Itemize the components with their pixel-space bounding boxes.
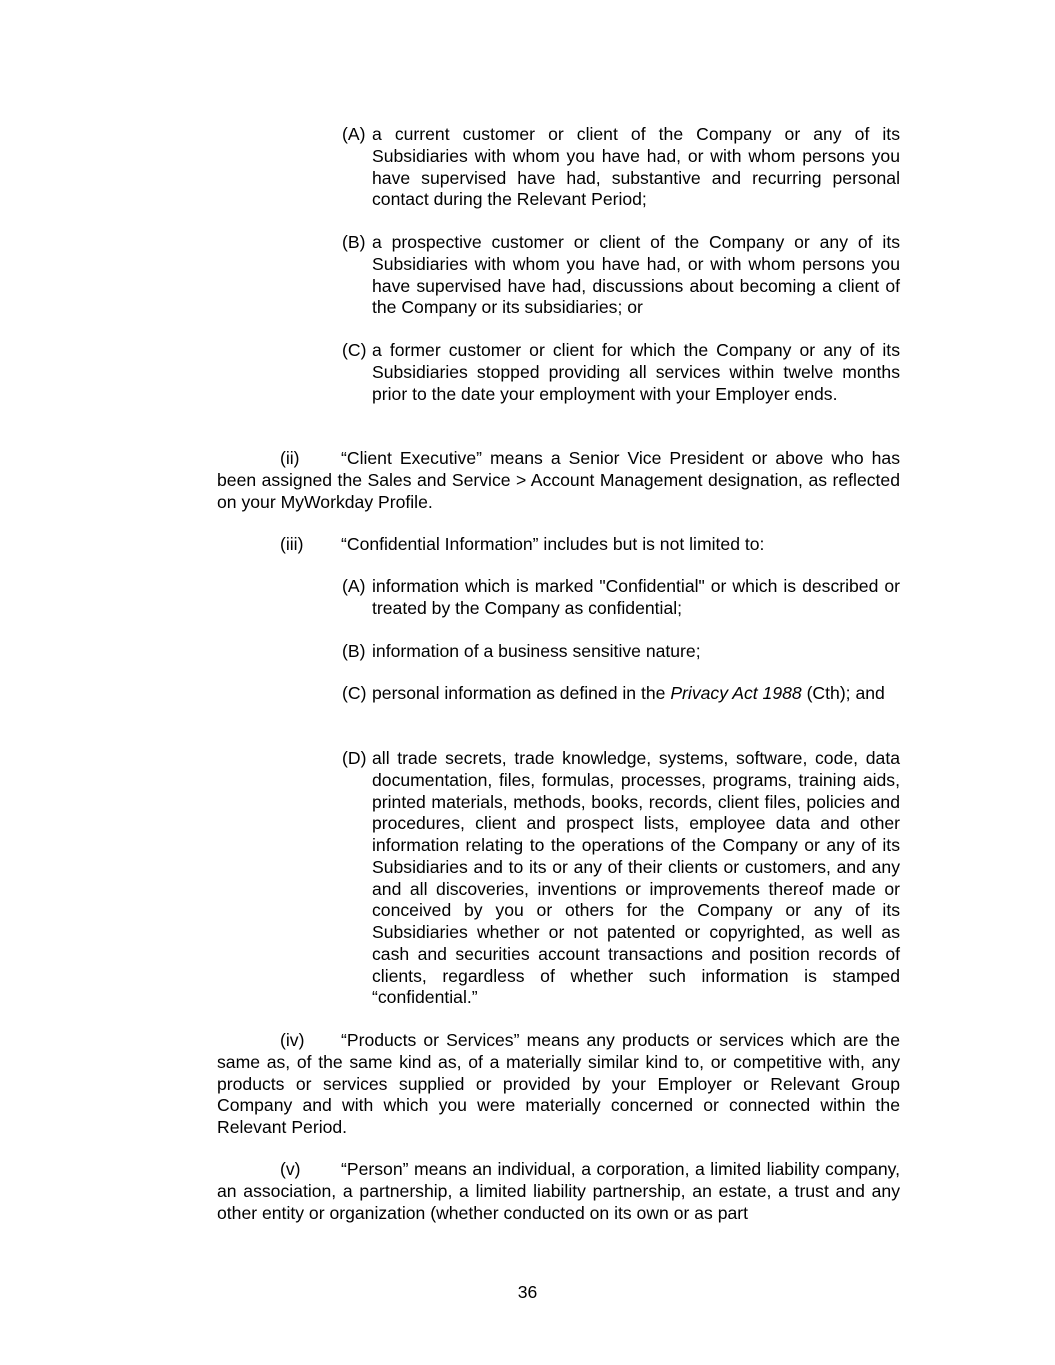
confidential-item-d <box>342 748 900 1009</box>
item-text: a current customer or client of the Company or any of its Subsidiaries with whom you have had, or with whom persons you have supervised have had, substantive and recurring personal contact during the Relevant Period; <box>372 124 900 210</box>
confidential-item-b <box>342 641 900 663</box>
act-title: Privacy Act 1988 <box>670 683 802 703</box>
definition-ii <box>217 448 900 513</box>
definition-text: “Products or Services” means any products or services which are the same as, of the same kind as, of a materially similar kind to, or competitive with, any products or services supplied or provided by your Employer or Relevant Group Company and with which you were materially concerned or connected within the Relevant Period. <box>217 1030 900 1137</box>
item-text: information of a business sensitive nature; <box>372 641 701 661</box>
list-item-c <box>342 340 900 405</box>
item-text: information which is marked "Confidential" or which is described or treated by the Company as confidential; <box>372 576 900 618</box>
definition-text: “Client Executive” means a Senior Vice President or above who has been assigned the Sales and Service > Account Management designation, as reflected on your MyWorkday Profile. <box>217 448 900 512</box>
confidential-item-c <box>342 683 900 705</box>
item-label: (A) <box>342 576 366 596</box>
confidential-item-a <box>342 576 900 620</box>
item-label: (A) <box>342 124 366 144</box>
page-number: 36 <box>517 1282 538 1302</box>
text-after: (Cth); and <box>801 683 885 703</box>
item-text: a former customer or client for which the Company or any of its Subsidiaries stopped providing all services within twelve months prior to the date your employment with your Employer ends. <box>372 340 900 404</box>
definition-number: (iii) <box>280 534 304 554</box>
list-item-a <box>342 124 900 211</box>
item-label: (D) <box>342 748 367 768</box>
item-text: all trade secrets, trade knowledge, systems, software, code, data documentation, files, formulas, processes, programs, training aids, printed materials, methods, books, records, client files, policies and procedures, client and prospect lists, employee data and other information relating to the operations of the Company or any of its Subsidiaries and to its or any of their clients or customers, and any and all discoveries, inventions or improvements thereof made or conceived by you or others for the Company or any of its Subsidiaries whether or not patented or copyrighted, as well as cash and securities account transactions and position records of clients, regardless of whether such information is stamped “confidential.” <box>372 748 900 1008</box>
item-label: (C) <box>342 340 367 360</box>
definition-text: “Confidential Information” includes but is not limited to: <box>341 534 765 554</box>
list-item-b <box>342 232 900 319</box>
item-label: (C) <box>342 683 367 703</box>
item-label: (B) <box>342 232 366 252</box>
definition-text: “Person” means an individual, a corporation, a limited liability company, an association, a partnership, a limited liability partnership, an estate, a trust and any other entity or organization (whether conducted on its own or as part <box>217 1159 900 1223</box>
definition-v <box>217 1159 900 1224</box>
text-before: personal information as defined in the <box>372 683 671 703</box>
definition-iv <box>217 1030 900 1139</box>
definition-number: (v) <box>280 1159 301 1179</box>
item-text: a prospective customer or client of the Company or any of its Subsidiaries with whom you have had, or with whom persons you have supervised have had, discussions about becoming a client of the Company or its subsidiaries; or <box>372 232 900 318</box>
item-text <box>372 683 900 705</box>
item-label: (B) <box>342 641 366 661</box>
definition-number: (ii) <box>280 448 300 468</box>
definition-iii <box>217 534 900 556</box>
definition-number: (iv) <box>280 1030 305 1050</box>
